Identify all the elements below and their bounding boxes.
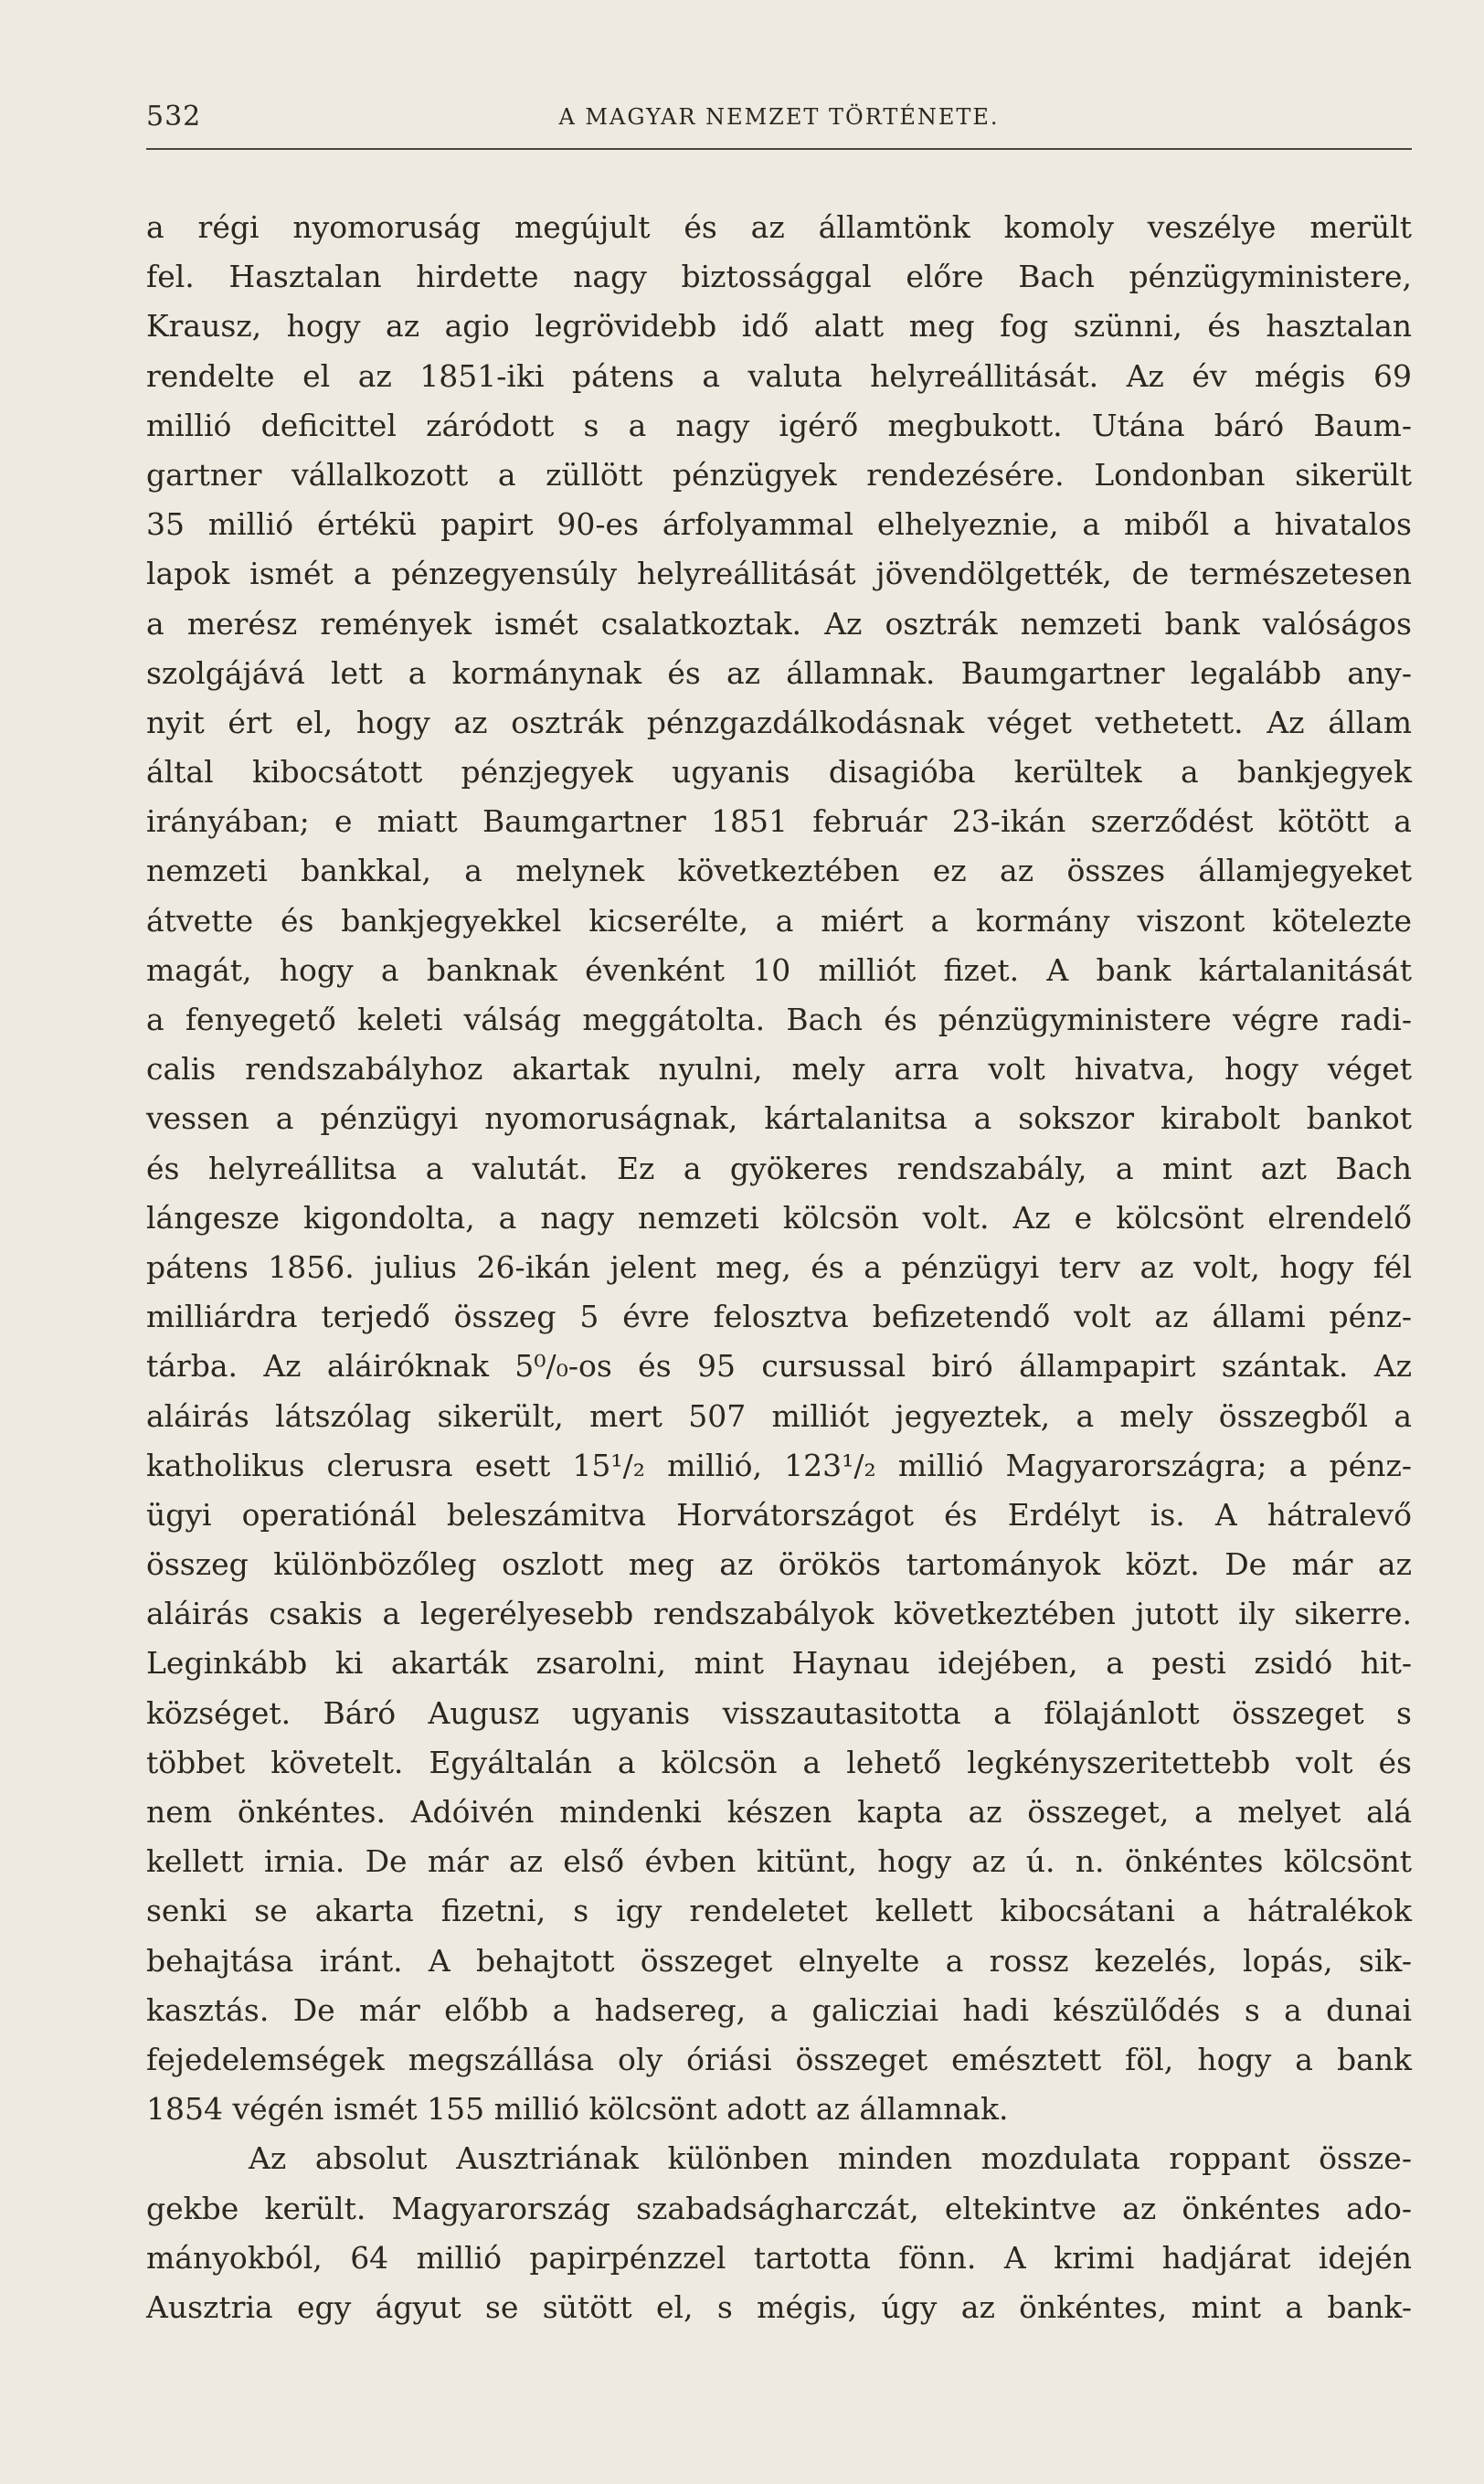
text-line: Leginkább ki akarták zsarolni, mint Haynau idejében, a pesti zsidó hit- (146, 1645, 1412, 1682)
text-line: és helyreállitsa a valutát. Ez a gyökeres rendszabály, a mint azt Bach (146, 1150, 1412, 1186)
text-line: nyit ért el, hogy az osztrák pénzgazdálkodásnak véget vethetett. Az állam (146, 704, 1412, 740)
text-line: nem önkéntes. Adóivén mindenki készen kapta az összeget, a melyet alá (146, 1794, 1412, 1830)
text-line: kasztás. De már előbb a hadsereg, a galicziai hadi készülődés s a dunai (146, 1991, 1412, 2028)
text-line: milliárdra terjedő összeg 5 évre felosztva befizetendő volt az állami pénz- (146, 1299, 1412, 1335)
page-number: 532 (146, 101, 202, 133)
text-line: tárba. Az aláiróknak 5⁰/₀-os és 95 cursussal biró állampapirt szántak. Az (146, 1348, 1412, 1385)
running-title: A MAGYAR NEMZET TÖRTÉNETE. (558, 104, 1000, 130)
text-line: a fenyegető keleti válság meggátolta. Bach és pénzügyministere végre radi- (146, 1002, 1412, 1037)
text-line: mányokból, 64 millió papirpénzzel tartotta fönn. A krimi hadjárat idején (146, 2239, 1412, 2276)
text-line: ügyi operatiónál beleszámitva Horvátországot és Erdélyt is. A hátralevő (146, 1496, 1412, 1533)
text-line: a merész remények ismét csalatkoztak. Az osztrák nemzeti bank valóságos (146, 605, 1412, 642)
body-text (146, 203, 1412, 2332)
text-line-paragraph-start: Az absolut Ausztriának különben minden mozdulata roppant össze- (249, 2140, 1412, 2177)
text-line-paragraph-end: 1854 végén ismét 155 millió kölcsönt adott az államnak. (146, 2091, 1009, 2128)
text-line: gekbe került. Magyarország szabadságharczát, eltekintve az önkéntes ado- (146, 2190, 1412, 2226)
text-line: 35 millió értékü papirt 90-es árfolyammal elhelyeznie, a miből a hivatalos (146, 506, 1412, 543)
text-line: Krausz, hogy az agio legrövidebb idő alatt meg fog szünni, és hasztalan (146, 308, 1412, 345)
text-line: pátens 1856. julius 26-ikán jelent meg, és a pénzügyi terv az volt, hogy fél (146, 1248, 1412, 1285)
header-rule (146, 148, 1412, 150)
text-line: millió deficittel záródott s a nagy igérő megbukott. Utána báró Baum- (146, 407, 1412, 443)
text-line: senki se akarta fizetni, s igy rendeletet kellett kibocsátani a hátralékok (146, 1893, 1412, 1929)
text-line: által kibocsátott pénzjegyek ugyanis disagióba kerültek a bankjegyek (146, 754, 1412, 791)
page-header (146, 93, 1412, 139)
text-line: fel. Hasztalan hirdette nagy biztossággal előre Bach pénzügyministere, (146, 259, 1412, 295)
text-line: lángesze kigondolta, a nagy nemzeti kölcsön volt. Az e kölcsönt elrendelő (146, 1199, 1412, 1236)
text-line: rendelte el az 1851-iki pátens a valuta helyreállitását. Az év mégis 69 (146, 357, 1412, 394)
text-line: calis rendszabályhoz akartak nyulni, mely arra volt hivatva, hogy véget (146, 1051, 1412, 1088)
text-line: összeg különbözőleg oszlott meg az örökös tartományok közt. De már az (146, 1546, 1412, 1583)
text-line: katholikus clerusra esett 15¹/₂ millió, 123¹/₂ millió Magyarországra; a pénz- (146, 1447, 1412, 1483)
text-line: aláirás látszólag sikerült, mert 507 milliót jegyeztek, a mely összegből a (146, 1397, 1412, 1434)
text-line: kellett irnia. De már az első évben kitünt, hogy az ú. n. önkéntes kölcsönt (146, 1843, 1412, 1880)
text-line: magát, hogy a banknak évenként 10 milliót fizet. A bank kártalanitását (146, 951, 1412, 988)
text-line: irányában; e miatt Baumgartner 1851 február 23-ikán szerződést kötött a (146, 803, 1412, 840)
text-line: nemzeti bankkal, a melynek következtében ez az összes államjegyeket (146, 853, 1412, 889)
text-line: Ausztria egy ágyut se sütött el, s mégis, úgy az önkéntes, mint a bank- (146, 2288, 1412, 2325)
text-line: vessen a pénzügyi nyomoruságnak, kártalanitsa a sokszor kirabolt bankot (146, 1100, 1412, 1137)
text-line: aláirás csakis a legerélyesebb rendszabályok következtében jutott ily sikerre. (146, 1596, 1412, 1632)
text-line: lapok ismét a pénzegyensúly helyreállitását jövendölgették, de természetesen (146, 556, 1412, 592)
text-line: fejedelemségek megszállása oly óriási összeget emésztett föl, hogy a bank (146, 2041, 1412, 2077)
text-line: községet. Báró Augusz ugyanis visszautasitotta a fölajánlott összeget s (146, 1694, 1412, 1731)
text-line: többet követelt. Egyáltalán a kölcsön a lehető legkényszeritettebb volt és (146, 1744, 1412, 1780)
text-line: gartner vállalkozott a züllött pénzügyek rendezésére. Londonban sikerült (146, 456, 1412, 493)
text-line: átvette és bankjegyekkel kicserélte, a miért a kormány viszont kötelezte (146, 902, 1412, 939)
text-line: a régi nyomoruság megújult és az államtönk komoly veszélye merült (146, 209, 1412, 245)
text-line: szolgájává lett a kormánynak és az államnak. Baumgartner legalább any- (146, 654, 1412, 691)
text-line: behajtása iránt. A behajtott összeget elnyelte a rossz kezelés, lopás, sik- (146, 1942, 1412, 1979)
